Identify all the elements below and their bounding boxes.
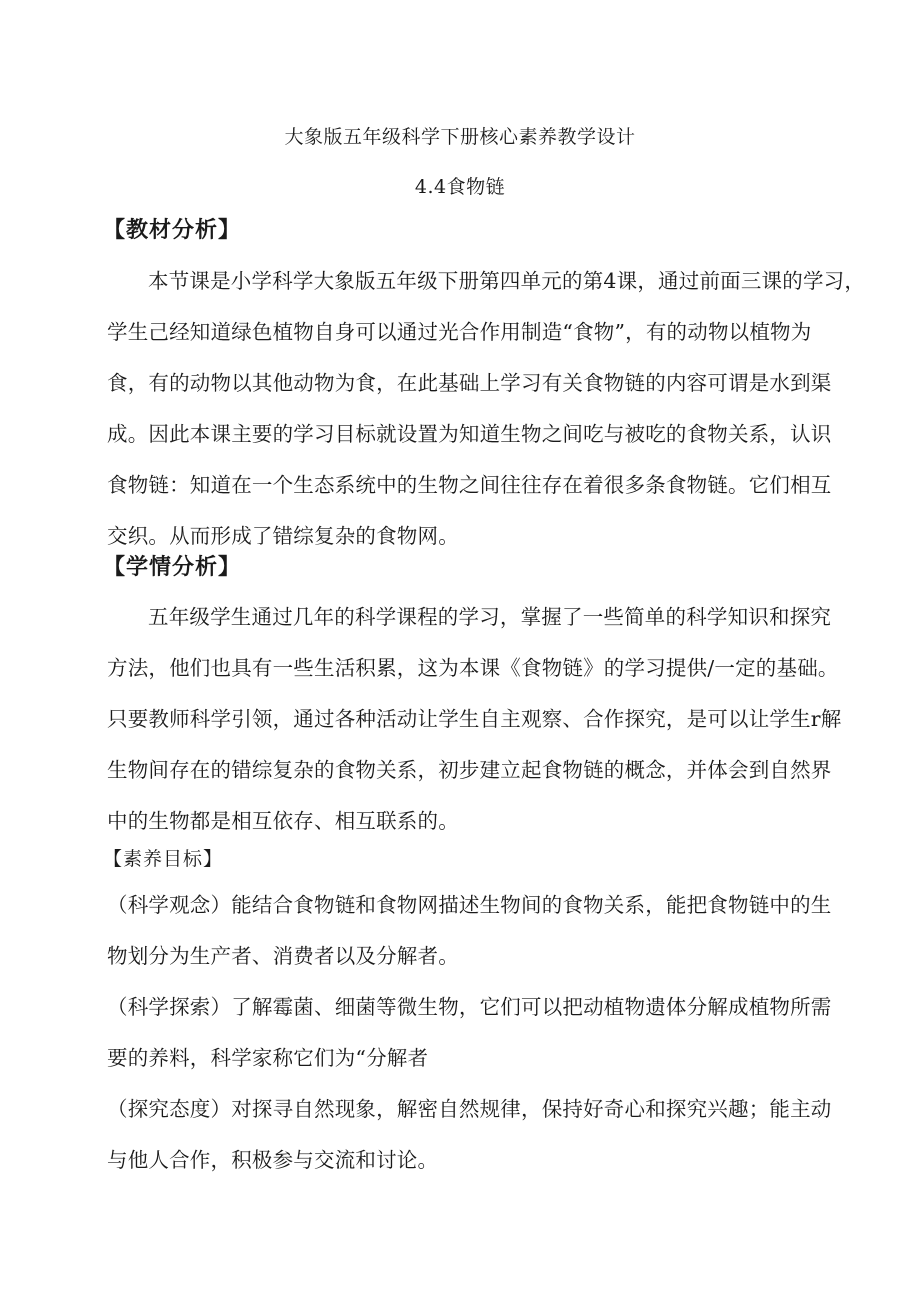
paragraph-line: 本节课是小学科学大象版五年级下册第四单元的第4课，通过前面三课的学习， — [148, 269, 866, 293]
paragraph-line: 生物间存在的错综复杂的食物关系，初步建立起食物链的概念，并体会到自然界 — [107, 758, 832, 782]
paragraph-line: 方法，他们也具有一些生活积累，这为本课《食物链》的学习提供/一定的基础。 — [107, 656, 839, 680]
goal-line: 与他人合作，积极参与交流和讨论。 — [107, 1148, 439, 1172]
goal-line: （科学观念）能结合食物链和食物网描述生物间的食物关系，能把食物链中的生 — [107, 893, 832, 917]
paragraph-line: 中的生物都是相互依存、相互联系的。 — [107, 809, 459, 833]
textbook-analysis-paragraph — [107, 256, 866, 562]
competency-goals-heading: 【素养目标】 — [103, 848, 224, 870]
competency-goals-list — [107, 880, 832, 1186]
goal-line: （科学探索）了解霉菌、细菌等微生物，它们可以把动植物遗体分解成植物所需 — [107, 995, 832, 1019]
lesson-title: 4.4食物链 — [414, 176, 506, 198]
paragraph-line: 交织。从而形成了错综复杂的食物网。 — [107, 524, 459, 548]
goal-line: （探究态度）对探寻自然现象，解密自然规律，保持好奇心和探究兴趣；能主动 — [107, 1097, 832, 1121]
learner-analysis-paragraph — [107, 592, 842, 847]
goal-line: 物划分为生产者、消费者以及分解者。 — [107, 944, 459, 968]
learner-analysis-heading: 【学情分析】 — [103, 554, 242, 580]
document-title: 大象版五年级科学下册核心素养教学设计 — [284, 126, 636, 148]
goal-line: 要的养料，科学家称它们为“分解者 — [107, 1046, 429, 1070]
paragraph-line: 五年级学生通过几年的科学课程的学习，掌握了一些简单的科学知识和探究 — [148, 605, 832, 629]
paragraph-line: 成。因此本课主要的学习目标就设置为知道生物之间吃与被吃的食物关系，认识 — [107, 422, 832, 446]
paragraph-line: 学生己经知道绿色植物自身可以通过光合作用制造“食物”，有的动物以植物为 — [107, 320, 812, 344]
paragraph-line: 食，有的动物以其他动物为食，在此基础上学习有关食物链的内容可谓是水到渠 — [107, 371, 832, 395]
textbook-analysis-heading: 【教材分析】 — [103, 217, 242, 243]
paragraph-line: 食物链：知道在一个生态系统中的生物之间往往存在着很多条食物链。它们相互 — [107, 473, 832, 497]
paragraph-line: 只要教师科学引领，通过各种活动让学生自主观察、合作探究，是可以让学生r解 — [107, 707, 842, 731]
